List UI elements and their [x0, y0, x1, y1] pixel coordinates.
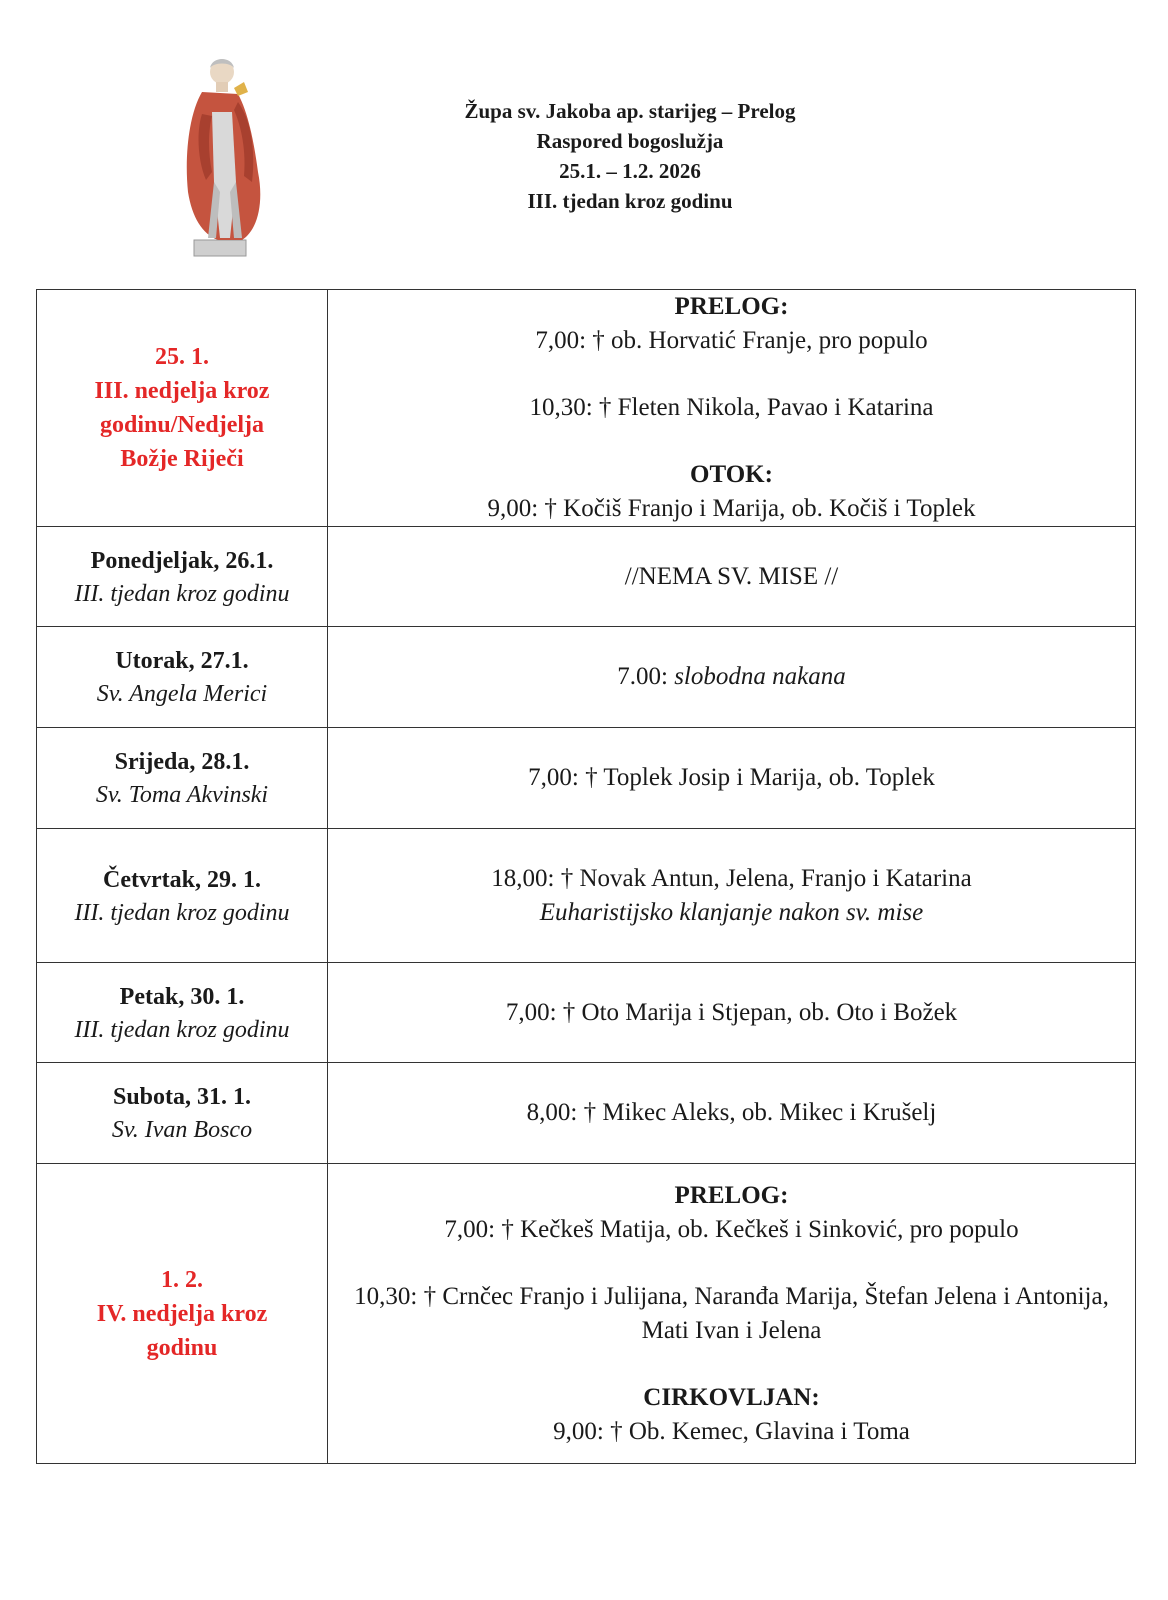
mass-entry: //NEMA SV. MISE // — [624, 562, 839, 590]
day-feast-line: Božje Riječi — [120, 446, 244, 472]
location-label: PRELOG: — [674, 293, 789, 320]
table-row — [37, 1063, 1136, 1164]
day-feast: Sv. Angela Merici — [96, 681, 268, 707]
day-cell — [37, 527, 328, 627]
mass-entry: 9,00: † Ob. Kemec, Glavina i Toma — [553, 1417, 910, 1445]
table-row — [37, 963, 1136, 1063]
day-date: 25. 1. — [155, 344, 209, 370]
day-feast-line: godinu — [146, 1334, 218, 1361]
mass-cell — [328, 627, 1136, 728]
day-feast-line: IV. nedjelja kroz — [96, 1300, 268, 1327]
mass-time: 7.00: — [617, 663, 675, 690]
day-cell — [37, 627, 328, 728]
mass-entry: 8,00: † Mikec Aleks, ob. Mikec i Krušelj — [526, 1099, 937, 1126]
day-cell — [37, 290, 328, 527]
table-row — [37, 527, 1136, 627]
mass-entry: 18,00: † Novak Antun, Jelena, Franjo i Katarina — [491, 864, 972, 892]
day-name: Petak, 30. 1. — [119, 983, 245, 1010]
location-label: OTOK: — [690, 461, 773, 488]
day-name: Srijeda, 28.1. — [114, 749, 250, 775]
mass-intention: slobodna nakana — [674, 663, 846, 690]
mass-cell — [328, 728, 1136, 829]
mass-cell — [328, 963, 1136, 1063]
mass-cell — [328, 829, 1136, 963]
location-label: CIRKOVLJAN: — [643, 1383, 820, 1411]
day-feast: Sv. Ivan Bosco — [111, 1117, 253, 1143]
schedule-title: Raspored bogoslužja — [536, 129, 724, 153]
day-cell — [37, 963, 328, 1063]
parish-title: Župa sv. Jakoba ap. starijeg – Prelog — [464, 99, 796, 123]
mass-entry: 10,30: † Fleten Nikola, Pavao i Katarina — [529, 394, 934, 421]
day-feast: III. tjedan kroz godinu — [74, 1016, 290, 1043]
mass-entry: 7,00: † ob. Horvatić Franje, pro populo — [535, 327, 928, 354]
day-feast-line: III. nedjelja kroz — [94, 378, 270, 404]
day-cell — [37, 1164, 328, 1464]
mass-note: Euharistijsko klanjanje nakon sv. mise — [539, 898, 924, 926]
day-name: Subota, 31. 1. — [112, 1084, 252, 1110]
mass-cell — [328, 527, 1136, 627]
document-header — [430, 96, 830, 216]
day-date: 1. 2. — [161, 1266, 203, 1293]
mass-entry: 10,30: † Crnčec Franjo i Julijana, Naranđa Marija, Štefan Jelena i Antonija, Mati Ivan i Jelena — [354, 1282, 1109, 1344]
saint-statue-image — [172, 52, 272, 258]
table-row — [37, 1164, 1136, 1464]
day-cell — [37, 1063, 328, 1164]
table-row — [37, 627, 1136, 728]
mass-cell — [328, 1063, 1136, 1164]
mass-entry — [342, 660, 1121, 694]
day-feast-line: godinu/Nedjelja — [99, 412, 264, 438]
mass-entry: 7,00: † Oto Marija i Stjepan, ob. Oto i Božek — [505, 998, 958, 1026]
table-row — [37, 728, 1136, 829]
mass-cell — [328, 290, 1136, 527]
day-name: Utorak, 27.1. — [115, 648, 249, 674]
table-row — [37, 829, 1136, 963]
mass-cell — [328, 1164, 1136, 1464]
day-name: Četvrtak, 29. 1. — [103, 866, 261, 893]
day-cell — [37, 728, 328, 829]
day-name: Ponedjeljak, 26.1. — [90, 547, 274, 574]
table-row — [37, 290, 1136, 527]
day-feast: III. tjedan kroz godinu — [74, 899, 290, 926]
mass-entry: 9,00: † Kočiš Franjo i Marija, ob. Kočiš i Toplek — [487, 495, 976, 522]
date-range: 25.1. – 1.2. 2026 — [559, 159, 701, 183]
day-feast: III. tjedan kroz godinu — [74, 580, 290, 607]
schedule-table — [36, 289, 1136, 1464]
mass-entry: 7,00: † Toplek Josip i Marija, ob. Toplek — [528, 764, 935, 791]
liturgical-week: III. tjedan kroz godinu — [527, 189, 733, 213]
mass-entry: 7,00: † Kečkeš Matija, ob. Kečkeš i Sinković, pro populo — [444, 1215, 1019, 1243]
location-label: PRELOG: — [674, 1181, 789, 1209]
day-cell — [37, 829, 328, 963]
day-feast: Sv. Toma Akvinski — [95, 782, 269, 808]
